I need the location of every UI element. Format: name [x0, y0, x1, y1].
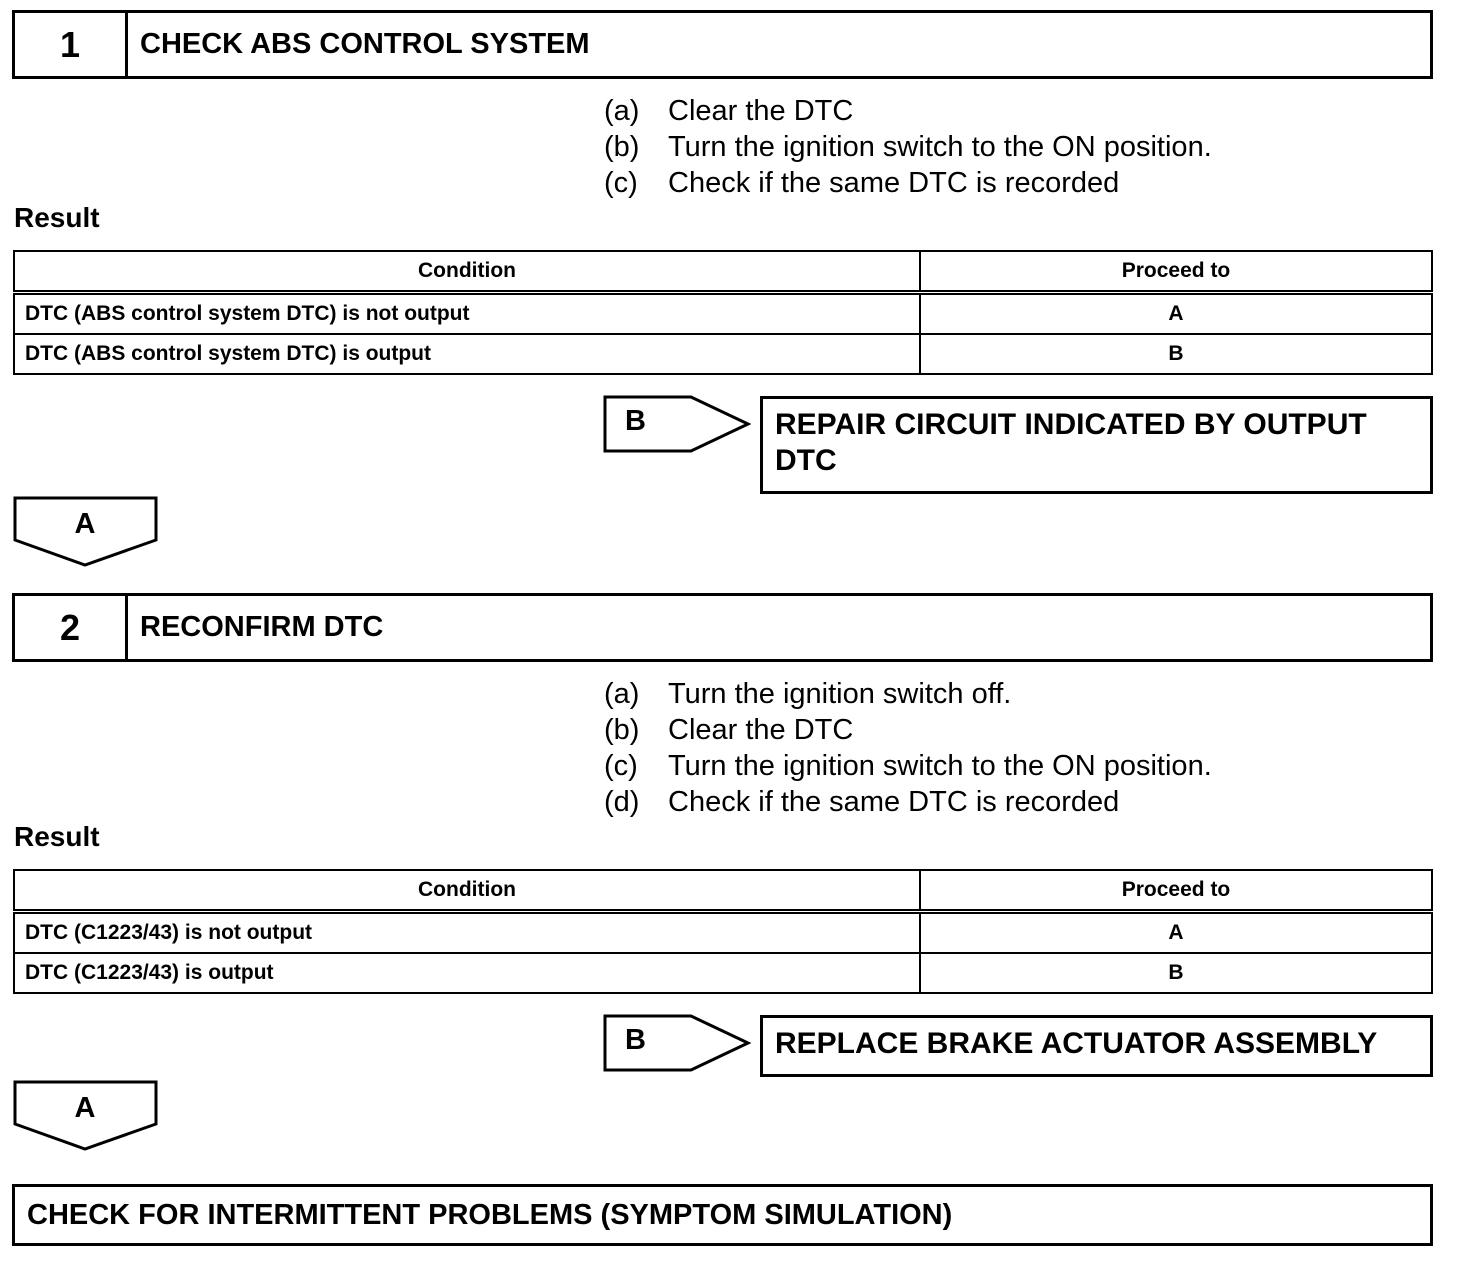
proceed-cell: B — [920, 334, 1432, 374]
condition-cell: DTC (ABS control system DTC) is not output — [14, 293, 920, 335]
header-condition: Condition — [14, 251, 920, 293]
instruction-item — [604, 129, 1404, 165]
step-1-number: 1 — [15, 13, 128, 76]
proceed-cell: B — [920, 953, 1432, 993]
branch-a-label: A — [74, 508, 96, 540]
instruction-item — [604, 676, 1404, 712]
branch-b-arrow — [603, 1014, 751, 1072]
step-2-header — [12, 593, 1433, 662]
table-row — [14, 293, 1432, 335]
table-header-row — [14, 870, 1432, 912]
header-proceed-to: Proceed to — [920, 870, 1432, 912]
branch-b-arrow — [603, 395, 751, 453]
step-1-header — [12, 10, 1433, 79]
step-2-title: RECONFIRM DTC — [140, 611, 384, 643]
instruction-text: Check if the same DTC is recorded — [668, 786, 1120, 818]
header-condition: Condition — [14, 870, 920, 912]
condition-cell: DTC (C1223/43) is not output — [14, 912, 920, 954]
instruction-label: (b) — [604, 714, 640, 746]
instruction-item — [604, 165, 1404, 201]
branch-a-label: A — [74, 1092, 96, 1124]
table-header-row — [14, 251, 1432, 293]
header-proceed-to: Proceed to — [920, 251, 1432, 293]
table-row — [14, 953, 1432, 993]
branch-a-arrow — [13, 1080, 159, 1152]
branch-b-label: B — [625, 405, 646, 437]
instruction-text: Clear the DTC — [668, 714, 854, 746]
branch-a-arrow — [13, 496, 159, 568]
instruction-label: (c) — [604, 750, 638, 782]
step-2-result-label: Result — [14, 821, 100, 852]
table-row — [14, 912, 1432, 954]
condition-cell: DTC (ABS control system DTC) is output — [14, 334, 920, 374]
branch-b-label: B — [625, 1024, 646, 1056]
instruction-text: Turn the ignition switch to the ON position. — [668, 750, 1212, 782]
step-1-result-label: Result — [14, 202, 100, 233]
instruction-label: (d) — [604, 786, 640, 818]
step-2-number: 2 — [15, 596, 128, 659]
step-1-result-table — [13, 250, 1433, 375]
instruction-text: Turn the ignition switch to the ON position. — [668, 131, 1212, 163]
repair-circuit-box: REPAIR CIRCUIT INDICATED BY OUTPUT DTC — [760, 396, 1433, 494]
instruction-text: Clear the DTC — [668, 95, 854, 127]
condition-cell: DTC (C1223/43) is output — [14, 953, 920, 993]
proceed-cell: A — [920, 912, 1432, 954]
instruction-text: Turn the ignition switch off. — [668, 678, 1012, 710]
instruction-item — [604, 712, 1404, 748]
step-2-instructions — [604, 676, 1404, 820]
step-1-title: CHECK ABS CONTROL SYSTEM — [140, 28, 590, 60]
replace-actuator-box: REPLACE BRAKE ACTUATOR ASSEMBLY — [760, 1015, 1433, 1077]
step-1-instructions — [604, 93, 1404, 201]
instruction-label: (a) — [604, 678, 640, 710]
instruction-item — [604, 748, 1404, 784]
proceed-cell: A — [920, 293, 1432, 335]
instruction-text: Check if the same DTC is recorded — [668, 167, 1120, 199]
intermittent-problems-box: CHECK FOR INTERMITTENT PROBLEMS (SYMPTOM SIMULATION) — [12, 1184, 1433, 1246]
table-row — [14, 334, 1432, 374]
step-2-result-table — [13, 869, 1433, 994]
instruction-label: (a) — [604, 95, 640, 127]
instruction-label: (c) — [604, 167, 638, 199]
instruction-item — [604, 784, 1404, 820]
instruction-label: (b) — [604, 131, 640, 163]
instruction-item — [604, 93, 1404, 129]
